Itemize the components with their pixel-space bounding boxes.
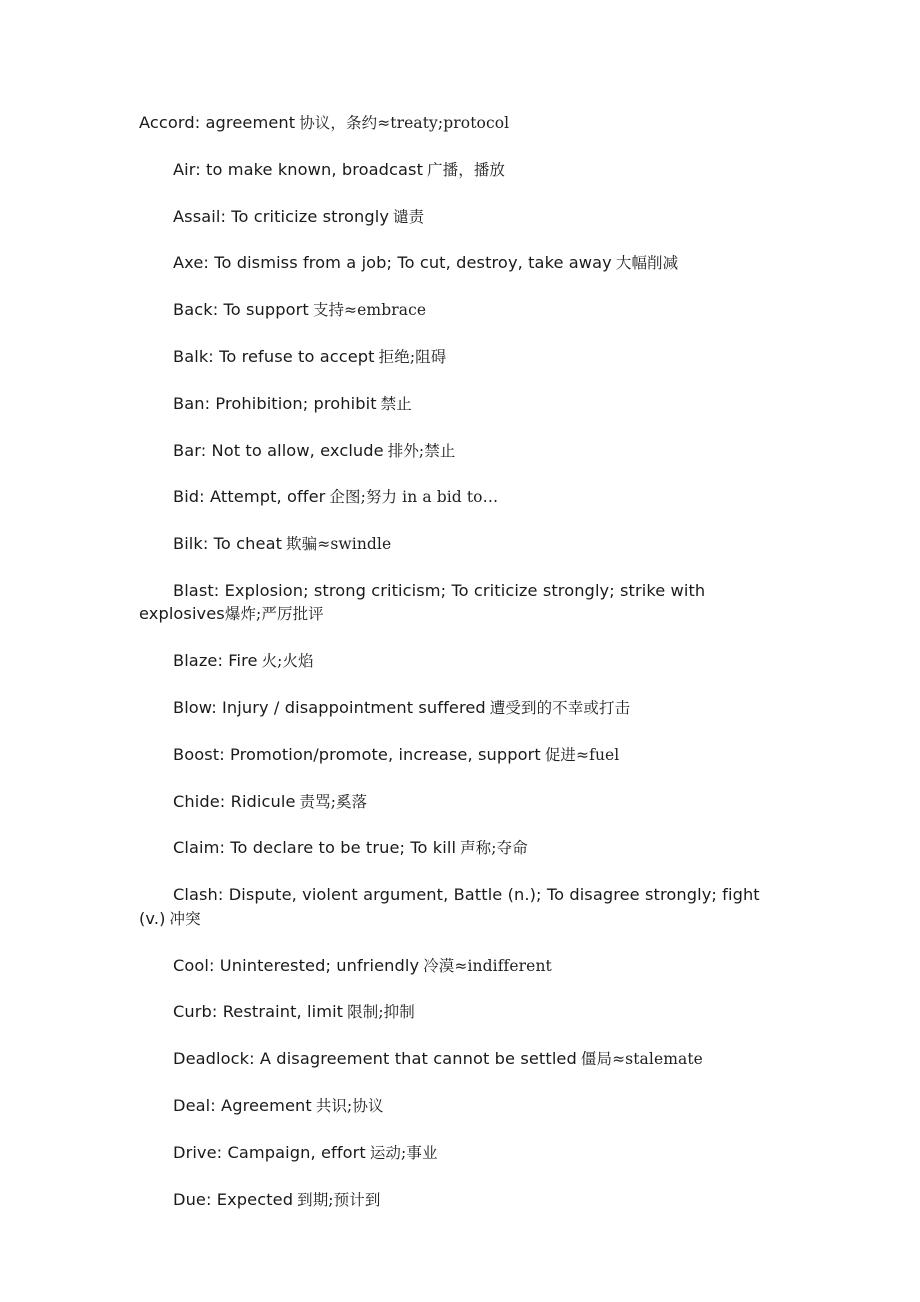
entry-due: [139, 1188, 779, 1213]
entry-term: Balk: To refuse to accept: [173, 346, 375, 366]
entry-accord: [139, 111, 779, 136]
entry-term: Cool: Uninterested; unfriendly: [173, 955, 420, 975]
entry-translation: 排外;禁止: [387, 441, 456, 460]
entry-translation: 火;火焰: [261, 652, 314, 671]
entry-term: Claim: To declare to be true; To kill: [173, 838, 457, 858]
entry-term: Blow: Injury / disappointment suffered: [173, 698, 486, 718]
entry-translation: 广播，播放: [427, 160, 506, 179]
entry-cool: [139, 954, 779, 979]
entry-term: Clash: Dispute, violent argument, Battle (n.); To disagree strongly; fight (v.): [139, 885, 760, 928]
entry-deadlock: [139, 1047, 779, 1072]
entry-clash: [139, 883, 779, 931]
entry-term: Axe: To dismiss from a job; To cut, destroy, take away: [173, 253, 612, 273]
entry-air: [139, 158, 779, 183]
entry-translation: 企图;努力 in a bid to…: [329, 488, 499, 507]
entry-translation: 运动;事业: [369, 1143, 438, 1162]
entry-term: Curb: Restraint, limit: [173, 1002, 344, 1022]
entry-translation: 冲突: [169, 909, 201, 928]
entry-blaze: [139, 649, 779, 674]
entry-translation: 责骂;奚落: [299, 792, 368, 811]
entry-blow: [139, 696, 779, 721]
entry-translation: 声称;夺命: [460, 839, 528, 858]
entry-translation: 禁止: [380, 394, 412, 413]
entry-translation: 谴责: [393, 207, 425, 226]
entry-bar: [139, 439, 779, 464]
entry-term: Ban: Prohibition; prohibit: [173, 393, 377, 413]
entry-boost: [139, 743, 779, 768]
entry-term: Bid: Attempt, offer: [173, 487, 326, 507]
entry-term: Assail: To criticize strongly: [173, 206, 390, 226]
entry-curb: [139, 1000, 779, 1025]
entry-blast: [139, 579, 779, 627]
entry-translation: 协议，条约≈treaty;protocol: [299, 114, 510, 132]
entry-bid: [139, 485, 779, 510]
entry-term: Accord: agreement: [139, 113, 296, 132]
entry-term: Chide: Ridicule: [173, 791, 296, 811]
entry-term: Boost: Promotion/promote, increase, support: [173, 744, 541, 764]
entry-translation: 共识;协议: [315, 1096, 384, 1115]
entry-drive: [139, 1141, 779, 1166]
entry-assail: [139, 205, 779, 230]
entry-translation: 冷漠≈indifferent: [423, 956, 552, 975]
entry-translation: 限制;抑制: [347, 1003, 415, 1022]
entry-translation: 僵局≈stalemate: [580, 1050, 703, 1069]
entry-translation: 拒绝;阻碍: [378, 347, 447, 366]
entry-term: Blast: Explosion; strong criticism; To criticize strongly; strike with explosives: [139, 580, 706, 624]
entry-axe: [139, 251, 779, 276]
entry-claim: [139, 836, 779, 861]
entry-bilk: [139, 532, 779, 557]
entry-term: Bilk: To cheat: [173, 534, 283, 554]
entry-term: Deadlock: A disagreement that cannot be settled: [173, 1049, 577, 1069]
entry-term: Due: Expected: [173, 1189, 294, 1209]
entry-translation: 爆炸;严厉批评: [224, 605, 324, 624]
entry-term: Bar: Not to allow, exclude: [173, 440, 384, 460]
entry-term: Drive: Campaign, effort: [173, 1142, 366, 1162]
entry-translation: 欺骗≈swindle: [286, 535, 392, 554]
entry-translation: 促进≈fuel: [544, 745, 620, 764]
entry-back: [139, 298, 779, 323]
entry-term: Back: To support: [173, 300, 309, 320]
entry-translation: 遭受到的不幸或打击: [489, 699, 631, 718]
entry-term: Deal: Agreement: [173, 1095, 312, 1115]
entry-balk: [139, 345, 779, 370]
entry-deal: [139, 1094, 779, 1119]
entry-translation: 支持≈embrace: [312, 301, 427, 320]
entry-ban: [139, 392, 779, 417]
entry-translation: 到期;预计到: [297, 1190, 381, 1209]
document-body: [139, 111, 779, 1234]
entry-chide: [139, 790, 779, 815]
entry-translation: 大幅削减: [615, 254, 679, 273]
entry-term: Air: to make known, broadcast: [173, 159, 424, 179]
entry-term: Blaze: Fire: [173, 651, 258, 671]
